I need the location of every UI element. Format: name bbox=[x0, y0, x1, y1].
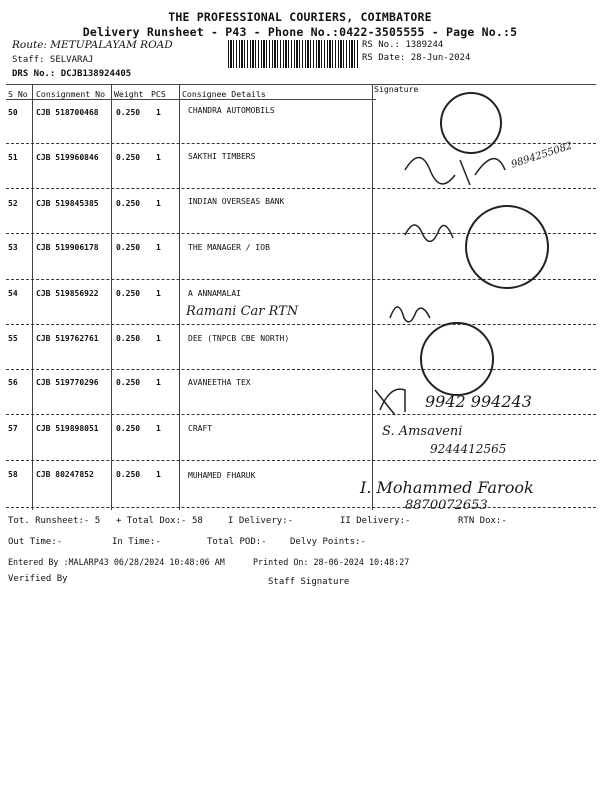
row-consignee: SAKTHI TIMBERS bbox=[188, 152, 256, 161]
row-consignment: CJB 519898051 bbox=[36, 424, 99, 433]
row-consignee: INDIAN OVERSEAS BANK bbox=[188, 197, 285, 206]
row-divider bbox=[6, 414, 596, 415]
row-weight: 0.250 bbox=[116, 334, 141, 343]
row-sno: 58 bbox=[8, 470, 18, 479]
row-weight: 0.250 bbox=[116, 153, 141, 162]
row-weight: 0.250 bbox=[116, 424, 141, 433]
row-consignee: DEE (TNPCB CBE NORTH) bbox=[188, 334, 290, 343]
row-consignee: THE MANAGER / IOB bbox=[188, 243, 270, 252]
barcode bbox=[228, 40, 358, 68]
phone-58: 8870072653 bbox=[405, 498, 488, 513]
signature-58: I. Mohammed Farook bbox=[360, 478, 534, 497]
row-weight: 0.250 bbox=[116, 289, 141, 298]
header-bottom-border bbox=[6, 99, 376, 100]
row-pcs: 1 bbox=[156, 108, 161, 117]
row-divider bbox=[6, 460, 596, 461]
phone-51: 9894255082 bbox=[509, 140, 574, 171]
signature-57: S. Amsaveni bbox=[382, 424, 463, 439]
row-divider bbox=[6, 324, 596, 325]
signature-54 bbox=[385, 290, 445, 330]
col-header-consignee: Consignee Details bbox=[182, 89, 266, 99]
row-consignee: MUHAMED FHARUK bbox=[188, 471, 256, 480]
row-sno: 56 bbox=[8, 378, 18, 387]
col-header-pcs: PCS bbox=[151, 89, 166, 99]
i-delivery: I Delivery:- bbox=[228, 516, 294, 526]
staff-signature: Staff Signature bbox=[268, 577, 350, 587]
total-dox-label: + Total Dox:- bbox=[116, 516, 187, 526]
rs-date: RS Date: 28-Jun-2024 bbox=[362, 53, 471, 63]
col-header-signature: Signature bbox=[374, 84, 419, 94]
table-top-border bbox=[6, 84, 596, 85]
signature-53 bbox=[400, 210, 470, 250]
verified-by: Verified By bbox=[8, 574, 68, 584]
row-consignee: A ANNAMALAI bbox=[188, 289, 241, 298]
row-consignment: CJB 519856922 bbox=[36, 289, 99, 298]
row-sno: 54 bbox=[8, 289, 18, 298]
phone-57: 9244412565 bbox=[430, 442, 507, 456]
in-time: In Time:- bbox=[112, 537, 161, 547]
row-sno: 50 bbox=[8, 108, 18, 117]
col-divider bbox=[111, 84, 112, 510]
total-pod: Total POD:- bbox=[207, 537, 267, 547]
row-divider bbox=[6, 369, 596, 370]
entered-by: Entered By :MALARP43 06/28/2024 10:48:06 AM bbox=[8, 557, 225, 567]
col-header-consignment: Consignment No bbox=[36, 89, 106, 99]
row-pcs: 1 bbox=[156, 243, 161, 252]
note-54: Ramani Car RTN bbox=[186, 304, 299, 319]
row-consignment: CJB 519770296 bbox=[36, 378, 99, 387]
runsheet-title: Delivery Runsheet - P43 - Phone No.:0422-3505555 - Page No.:5 bbox=[82, 25, 518, 39]
out-time: Out Time:- bbox=[8, 537, 63, 547]
drs-number: DRS No.: DCJB138924405 bbox=[12, 69, 132, 79]
row-consignee: CRAFT bbox=[188, 424, 213, 433]
rs-number: RS No.: 1389244 bbox=[362, 40, 444, 50]
row-sno: 55 bbox=[8, 334, 18, 343]
table-bottom-border bbox=[6, 507, 596, 508]
row-consignment: CJB 519762761 bbox=[36, 334, 99, 343]
tnpcb-stamp bbox=[420, 322, 494, 396]
printed-on: Printed On: 28-06-2024 10:48:27 bbox=[253, 557, 410, 567]
row-pcs: 1 bbox=[156, 153, 161, 162]
row-consignment: CJB 519960846 bbox=[36, 153, 99, 162]
row-sno: 53 bbox=[8, 243, 18, 252]
company-title: THE PROFESSIONAL COURIERS, COIMBATORE bbox=[168, 10, 432, 24]
col-header-sno: S No bbox=[8, 89, 28, 99]
ii-delivery: II Delivery:- bbox=[340, 516, 411, 526]
delvy-points: Delvy Points:- bbox=[290, 537, 366, 547]
row-consignment: CJB 80247852 bbox=[36, 470, 94, 479]
total-dox-value: 58 bbox=[192, 516, 203, 526]
bank-stamp bbox=[465, 205, 549, 289]
col-header-weight: Weight bbox=[114, 89, 144, 99]
staff-label: Staff: SELVARAJ bbox=[12, 55, 94, 65]
phone-56: 9942 994243 bbox=[425, 392, 532, 411]
row-pcs: 1 bbox=[156, 289, 161, 298]
row-consignee: AVANEETHA TEX bbox=[188, 378, 251, 387]
row-weight: 0.250 bbox=[116, 199, 141, 208]
row-weight: 0.250 bbox=[116, 243, 141, 252]
row-pcs: 1 bbox=[156, 470, 161, 479]
row-sno: 57 bbox=[8, 424, 18, 433]
col-divider bbox=[32, 84, 33, 510]
row-sno: 52 bbox=[8, 199, 18, 208]
col-divider bbox=[179, 84, 180, 510]
route-label: Route: METUPALAYAM ROAD bbox=[12, 39, 173, 51]
row-consignee: CHANDRA AUTOMOBILS bbox=[188, 106, 275, 115]
row-consignment: CJB 519906178 bbox=[36, 243, 99, 252]
row-pcs: 1 bbox=[156, 378, 161, 387]
rtn-dox: RTN Dox:- bbox=[458, 516, 507, 526]
row-sno: 51 bbox=[8, 153, 18, 162]
col-divider bbox=[372, 84, 373, 510]
row-weight: 0.250 bbox=[116, 470, 141, 479]
row-pcs: 1 bbox=[156, 424, 161, 433]
row-weight: 0.250 bbox=[116, 378, 141, 387]
row-consignment: CJB 518700468 bbox=[36, 108, 99, 117]
row-consignment: CJB 519845385 bbox=[36, 199, 99, 208]
signature-56 bbox=[370, 380, 420, 420]
tot-runsheet: Tot. Runsheet:- 5 bbox=[8, 516, 101, 526]
row-weight: 0.250 bbox=[116, 108, 141, 117]
row-pcs: 1 bbox=[156, 199, 161, 208]
row-pcs: 1 bbox=[156, 334, 161, 343]
